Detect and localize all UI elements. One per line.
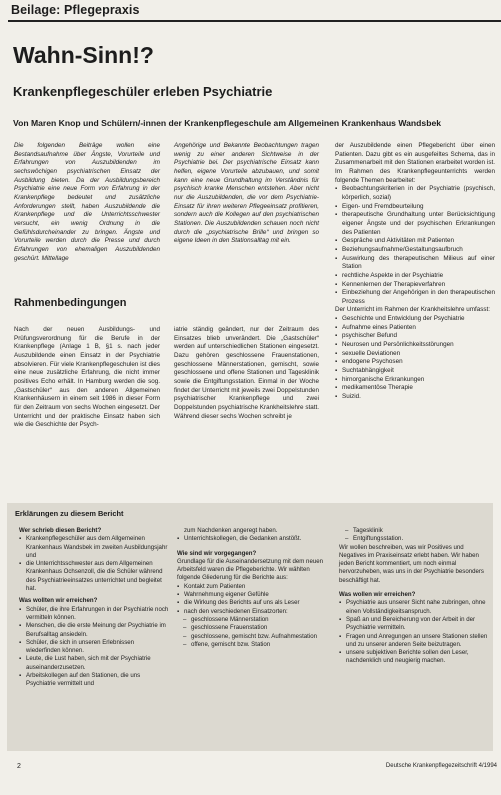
list-item: – Entgiftungsstation. [339, 535, 489, 543]
list-item: ▪ die Unterrichtsschwester aus dem Allgemeinen Krankenhaus Ochsenzoll, die die Schüler während des Psychiatrieeinsatzes unterrichtet und begleitet hat. [19, 560, 170, 593]
intro-column-1 [14, 142, 160, 263]
list-item: ▪ psychischer Befund [335, 332, 495, 341]
rahmen-paragraph-1: Nach der neuen Ausbildungs- und Prüfungsverordnung für die Berufe in der Krankenpflege (Anlage 1 B, §1 s. nach jeder Auszubildende einen Einsatz in der Psychiatrie absolvieren. Für viele Krankenpflegeschulen ist dies eine neue zusätzliche Erfahrung, die nicht immer positives Echo erhält. In Hamburg werden die sog. „Gastschüler“ aus den anderen Allgemeinen Krankenhäusern in einem seit 1986 in dieser Form für den Zeitraum von sechs Wochen eingesetzt. Der Unterricht und der praktische Einsatz haben sich wie die Geschichte der Psych- [14, 326, 160, 429]
list-item: ▪ endogene Psychosen [335, 358, 495, 367]
continuation-list [177, 535, 333, 543]
intro-paragraph-2: Angehörige und Bekannte Beobachtungen tragen wenig zu einer anderen Sichtweise in der Psychiatrie bei. Der psychiatrische Einsatz kann helfen, eigene Vorurteile abzubauen, und somit kann eine neue Grundhaltung im Verständnis für psychisch kranke Menschen entstehen. Aber nicht nur die Auszubildenden, die vor dem Psychiatrie-Einsatz für ihren weiteren Pflegeeinsatz profitieren, sondern auch die Kollegen auf den psychiatrischen Stationen. Die Auszubildenden schauen noch nicht durch die „psychiatrische Brille“ und bringen so eigene Ideen in den Stationsalltag mit ein. [174, 142, 319, 245]
list-item: ▪ Krankenpflegeschüler aus dem Allgemeinen Krankenhaus Wandsbek im zweiten Ausbildungsjahr und [19, 535, 170, 560]
list-item: – geschlossene Männerstation [177, 616, 333, 624]
goals-list [19, 606, 170, 689]
section-heading: Rahmenbedingungen [14, 297, 127, 309]
list-item: ▪ Beziehungsaufnahme/Gestaltungsaufbruch [335, 246, 495, 255]
rahmen-column-2 [174, 326, 319, 421]
list-item: ▪ Eigen- und Fremdbeurteilung [335, 203, 495, 212]
intro-column-2 [174, 142, 319, 246]
list-item: – offene, gemischt bzw. Station [177, 641, 333, 649]
list-item: ▪ Aufnahme eines Patienten [335, 324, 495, 333]
byline: Von Maren Knop und Schülern/-innen der Krankenpflegeschule am Allgemeinen Krankenhaus Wandsbek [13, 118, 442, 128]
rahmen-column-1 [14, 326, 160, 430]
list-item: ▪ nach den verschiedenen Einsatzorten: [177, 608, 333, 616]
page-number: 2 [17, 763, 21, 770]
list-item: ▪ unsere subjektiven Berichte sollen den Leser, nachdenklich und neugierig machen. [339, 649, 489, 666]
box-column-1 [19, 527, 170, 689]
list-item: ▪ Menschen, die die erste Meinung der Psychiatrie im Berufsalltag ansiedeln. [19, 622, 170, 639]
aims-list [339, 599, 489, 665]
journal-footer: Deutsche Krankenpflegezeitschrift 4/1994 [385, 763, 497, 769]
box-subheading: Was wollten wir erreichen? [19, 597, 98, 605]
list-item: ▪ Neurosen und Persönlichkeitsstörungen [335, 341, 495, 350]
list-item: ▪ Arbeitskollegen auf den Stationen, die uns Psychiatrie vermittelt und [19, 672, 170, 689]
list-item: ▪ rechtliche Aspekte in der Psychiatrie [335, 272, 495, 281]
list-item: ▪ Suizid. [335, 393, 495, 402]
list-item: ▪ die Wirkung des Berichts auf uns als Leser [177, 599, 333, 607]
list-item: ▪ Schüler, die ihre Erfahrungen in der Psychiatrie noch vermitteln können. [19, 606, 170, 623]
list-item: ▪ Auswirkung des therapeutischen Milieus auf einer Station [335, 255, 495, 272]
list-item: ▪ Kontakt zum Patienten [177, 583, 333, 591]
structure-list [177, 583, 333, 616]
list-item: – geschlossene, gemischt bzw. Aufnahmestation [177, 633, 333, 641]
list-item: ▪ Schüler, die sich in unseren Erlebnissen wiederfinden können. [19, 639, 170, 656]
right-column-lead: der Auszubildende einen Pflegebericht über einen Patienten. Dazu gibt es ein ausgefeiltes Schema, das in Zusammenarbeit mit den Stationen erarbeitet worden ist. Im Rahmen des Krankenpflegeunterrichts werden folgende Themen bearbeitet: [335, 142, 495, 184]
box-subheading: Was wollen wir erreichen? [339, 591, 416, 599]
list-item: ▪ sexuelle Deviationen [335, 350, 495, 359]
list-item: ▪ medikamentöse Therapie [335, 384, 495, 393]
box-column-2 [177, 527, 333, 649]
box-paragraph: Wir wollen beschreiben, was wir Positives und Negatives im Praxiseinsatz erlebt haben. Wir haben jeden Bericht kommentiert, um noch einmal hervorzuheben, was uns in der Psychiatrie besonders beschäftigt hat. [339, 543, 484, 584]
list-item: ▪ Gespräche und Aktivitäten mit Patienten [335, 237, 495, 246]
intro-paragraph-1: Die folgenden Beiträge wollen eine Bestandsaufnahme über Ängste, Vorurteile und Erfahrungen von Auszubildenden im sechswöchigen psychiatrischen Einsatz der Ausbildung bieten. Da der Ausbildungsbereich Psychiatrie eine neue Form von Erfahrung in der Krankenpflege bedeutet und zusätzliche Anforderungen stellt, haben Auszubildende die Krankenpflege und die Unterrichtsschwester versucht, ein wenig Ordnung in die Gefühlsdurcheinander zu bringen. Ängste und Vorurteile werden durch die Presse und durch Erfahrungen von ehemaligen Auszubildenden geschürt. Mittellage [14, 142, 160, 262]
disease-topics-list [335, 315, 495, 402]
article-title: Wahn-Sinn!? [13, 42, 154, 68]
box-continuation: zum Nachdenken angeregt haben. [184, 527, 278, 534]
ward-list [177, 616, 333, 649]
list-item: ▪ therapeutische Grundhaltung unter Berücksichtigung eigener Ängste und der psychischen Erkrankungen des Patienten [335, 211, 495, 237]
rahmen-paragraph-2: iatrie ständig geändert, nur der Zeitraum des Einsatzes blieb unverändert. Die „Gastschüler“ werden auf unterschiedlichen Stationen eingesetzt. Dazu gehören geschlossene Frauenstationen, geschlossene Männerstationen, gemischt, sowie geschlossene und offene Stationen und Tagesklinik sowie die Entgiftungsstation. Einmal in der Woche findet der Unterricht mit jeweils zwei Doppelstunden psychiatrischer Krankenpflege und zwei Doppelstunden psychiatrische Krankheitslehre statt. Während dieser sechs Wochen schreibt je [174, 326, 319, 420]
list-item: ▪ Geschichte und Entwicklung der Psychiatrie [335, 315, 495, 324]
list-item: ▪ Kennenlernen der Therapieverfahren [335, 281, 495, 290]
section-label: Beilage: Pflegepraxis [11, 3, 140, 17]
ward-list-continued [339, 527, 489, 544]
right-column-mid: Der Unterricht im Rahmen der Krankheitslehre umfasst: [335, 306, 491, 314]
list-item: ▪ Leute, die Lust haben, sich mit der Psychiatrie auseinanderzusetzen. [19, 655, 170, 672]
list-item: – geschlossene Frauenstation [177, 624, 333, 632]
box-heading: Erklärungen zu diesem Bericht [15, 509, 124, 518]
list-item: ▪ Psychiatrie aus unserer Sicht nahe zubringen, ohne einen Vollständigkeitsanspruch. [339, 599, 489, 616]
box-subheading: Wer schrieb diesen Bericht? [19, 527, 102, 534]
right-column [335, 142, 495, 402]
explanation-box [7, 503, 493, 751]
box-column-3 [339, 527, 489, 666]
article-subtitle: Krankenpflegeschüler erleben Psychiatrie [13, 84, 273, 99]
list-item: ▪ hirnorganische Erkrankungen [335, 376, 495, 385]
box-subheading: Wie sind wir vorgegangen? [177, 549, 257, 557]
box-paragraph: Grundlage für die Auseinandersetzung mit dem neuen Arbeitsfeld waren die Pflegeberichte. Wir wählten folgende Gliederung für die Berichte aus: [177, 557, 324, 582]
authors-list [19, 535, 170, 593]
list-item: ▪ Einbeziehung der Angehörigen in den therapeutischen Prozess [335, 289, 495, 306]
list-item: ▪ Wahrnehmung eigener Gefühle [177, 591, 333, 599]
list-item: ▪ Unterrichtskollegen, die Gedanken anstößt. [177, 535, 333, 543]
list-item: ▪ Beobachtungskriterien in der Psychiatrie (psychisch, körperlich, sozial) [335, 185, 495, 202]
list-item: ▪ Suchtabhängigkeit [335, 367, 495, 376]
list-item: ▪ Fragen und Anregungen an unsere Stationen stellen und zu unserer anderen Seite beizutragen. [339, 633, 489, 650]
list-item: ▪ Spaß an und Bereicherung von der Arbeit in der Psychiatrie vermitteln. [339, 616, 489, 633]
nursing-topics-list [335, 185, 495, 306]
list-item: – Tagesklinik [339, 527, 489, 535]
